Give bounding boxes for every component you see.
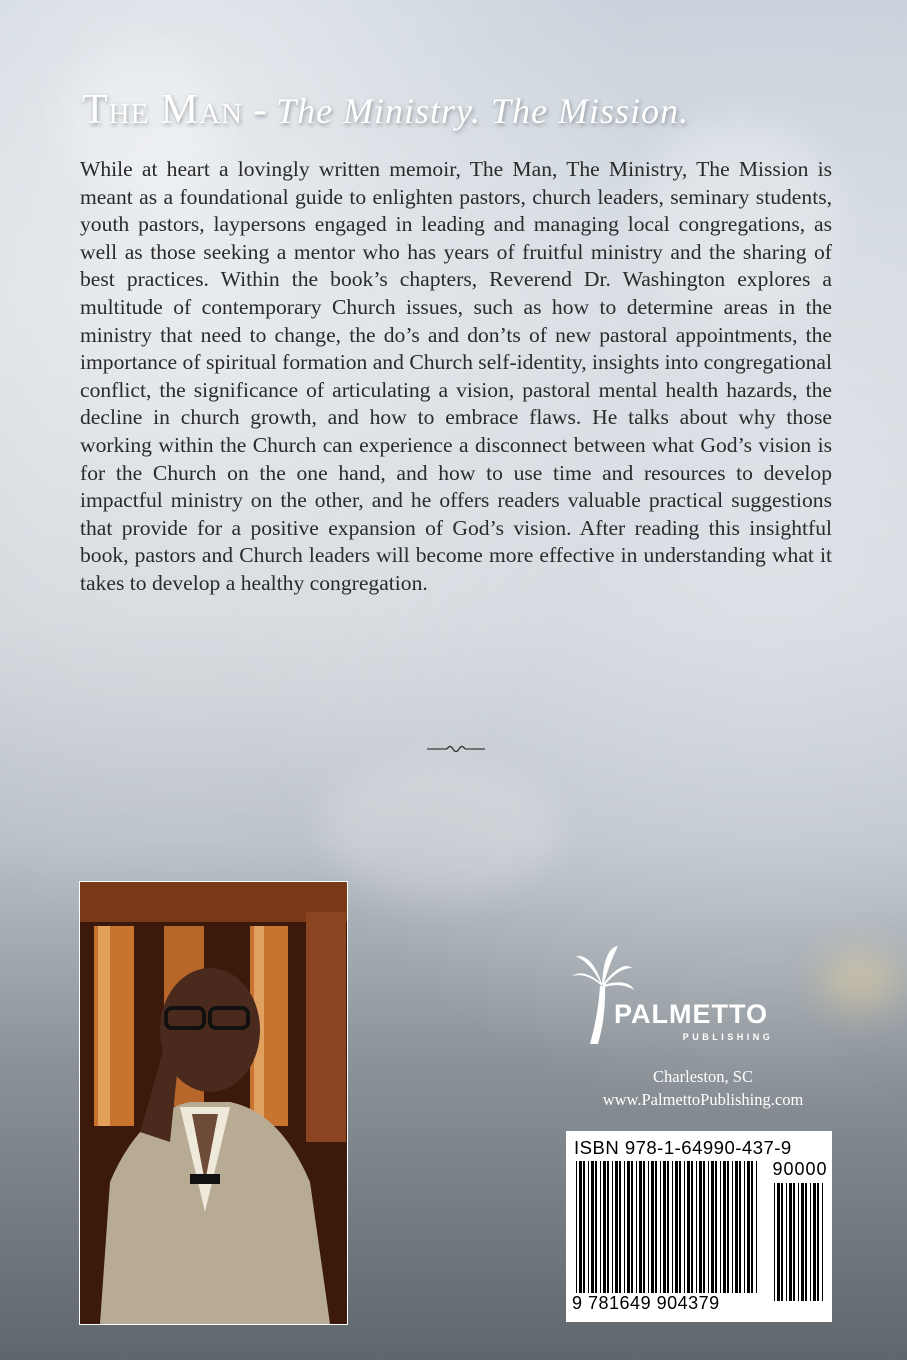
barcode-bar [579,1161,582,1301]
barcode-bar [817,1183,819,1301]
barcode-bar [576,1161,577,1301]
barcode-bar [667,1161,669,1301]
isbn-barcode [566,1131,832,1322]
ean-digits: 9 781649 904379 [570,1293,762,1314]
barcode-bar [636,1161,637,1301]
barcode-bar [774,1183,775,1301]
barcode-bar [810,1183,811,1301]
barcode-bar [672,1161,673,1301]
barcode-bar [583,1161,585,1301]
barcode-bar [793,1183,795,1301]
barcode-bar [711,1161,714,1301]
barcode-bar [708,1161,709,1301]
barcode-bar [744,1161,745,1301]
ean-barcode-bars [576,1161,758,1301]
barcode-bar [619,1161,621,1301]
title-subtitle: The Ministry. The Mission. [276,91,690,131]
title-main: The Man [82,87,244,133]
barcode-bar [612,1161,613,1301]
barcode-bar [607,1161,609,1301]
palmetto-logo-icon [572,946,834,1046]
book-title [82,86,882,134]
barcode-bar [663,1161,666,1301]
barcode-bar [813,1183,816,1301]
barcode-bar [591,1161,594,1301]
barcode-bar [624,1161,625,1301]
barcode-bar [720,1161,721,1301]
price-supplement: 90000 [772,1159,828,1179]
barcode-bar [588,1161,589,1301]
barcode-bar [615,1161,618,1301]
barcode-bar [756,1161,757,1301]
ornament-divider-icon [427,742,485,756]
barcode-bar [703,1161,705,1301]
background-bokeh [320,760,560,900]
barcode-bar [600,1161,601,1301]
barcode-bar [696,1161,697,1301]
barcode-bar [643,1161,645,1301]
barcode-bar [781,1183,783,1301]
barcode-bar [747,1161,750,1301]
barcode-bar [651,1161,654,1301]
barcode-bar [639,1161,642,1301]
barcode-bar [786,1183,787,1301]
barcode-bar [679,1161,681,1301]
barcode-bar [751,1161,753,1301]
barcode-bar [739,1161,741,1301]
barcode-bar [687,1161,690,1301]
barcode-bar [715,1161,717,1301]
barcode-bar [805,1183,807,1301]
title-separator: - [253,87,269,133]
barcode-bar [822,1183,823,1301]
barcode-bar [655,1161,657,1301]
publisher-city: Charleston, SC [653,1067,753,1086]
barcode-bar [801,1183,804,1301]
publisher-name: PALMETTO [614,999,768,1029]
barcode-bar [723,1161,726,1301]
isbn-label: ISBN 978-1-64990-437-9 [574,1137,792,1158]
barcode-bar [789,1183,792,1301]
supplement-barcode-bars [774,1183,826,1301]
publisher-url: www.PalmettoPublishing.com [602,1090,804,1109]
barcode-bar [595,1161,597,1301]
barcode-bar [732,1161,733,1301]
barcode-bar [735,1161,738,1301]
back-cover-blurb: While at heart a lovingly written memoir, The Man, The Ministry, The Mission is meant as a foundational guide to enlighten pastors, church leaders, seminary students, youth pastors, laypersons engaged in leading and managing local congregations, as well as those seeking a mentor who has years of fruitful ministry and the sharing of best practices. Within the book’s chapters, Reverend Dr. Washington explores a multitude of contemporary Church issues, such as how to determine areas in the ministry that need to change, the do’s and don’ts of new pastoral appointments, the importance of spiritual formation and Church self-identity, insights into congregational conflict, the significance of articulating a vision, pastoral mental health hazards, the decline in church growth, and how to embrace flaws. He talks about why those working within the Church can experience a disconnect between what God’s vision is for the Church on the one hand, and how to use time and resources to develop impactful ministry on the other, and he offers readers valuable practical suggestions that provide for a positive expansion of God’s vision. After reading this insightful book, pastors and Church leaders will become more effective in understanding what it takes to develop a healthy congregation. [80,157,832,595]
barcode-bar [648,1161,649,1301]
barcode-bar [603,1161,606,1301]
barcode-bar [660,1161,661,1301]
barcode-bar [798,1183,799,1301]
author-photo [79,881,348,1325]
barcode-bar [631,1161,633,1301]
barcode-bar [675,1161,678,1301]
barcode-bar [699,1161,702,1301]
barcode-bar [627,1161,630,1301]
barcode-bar [691,1161,693,1301]
barcode-bar [727,1161,729,1301]
publisher-tagline: PUBLISHING [682,1032,774,1042]
barcode-bar [777,1183,780,1301]
barcode-bar [684,1161,685,1301]
